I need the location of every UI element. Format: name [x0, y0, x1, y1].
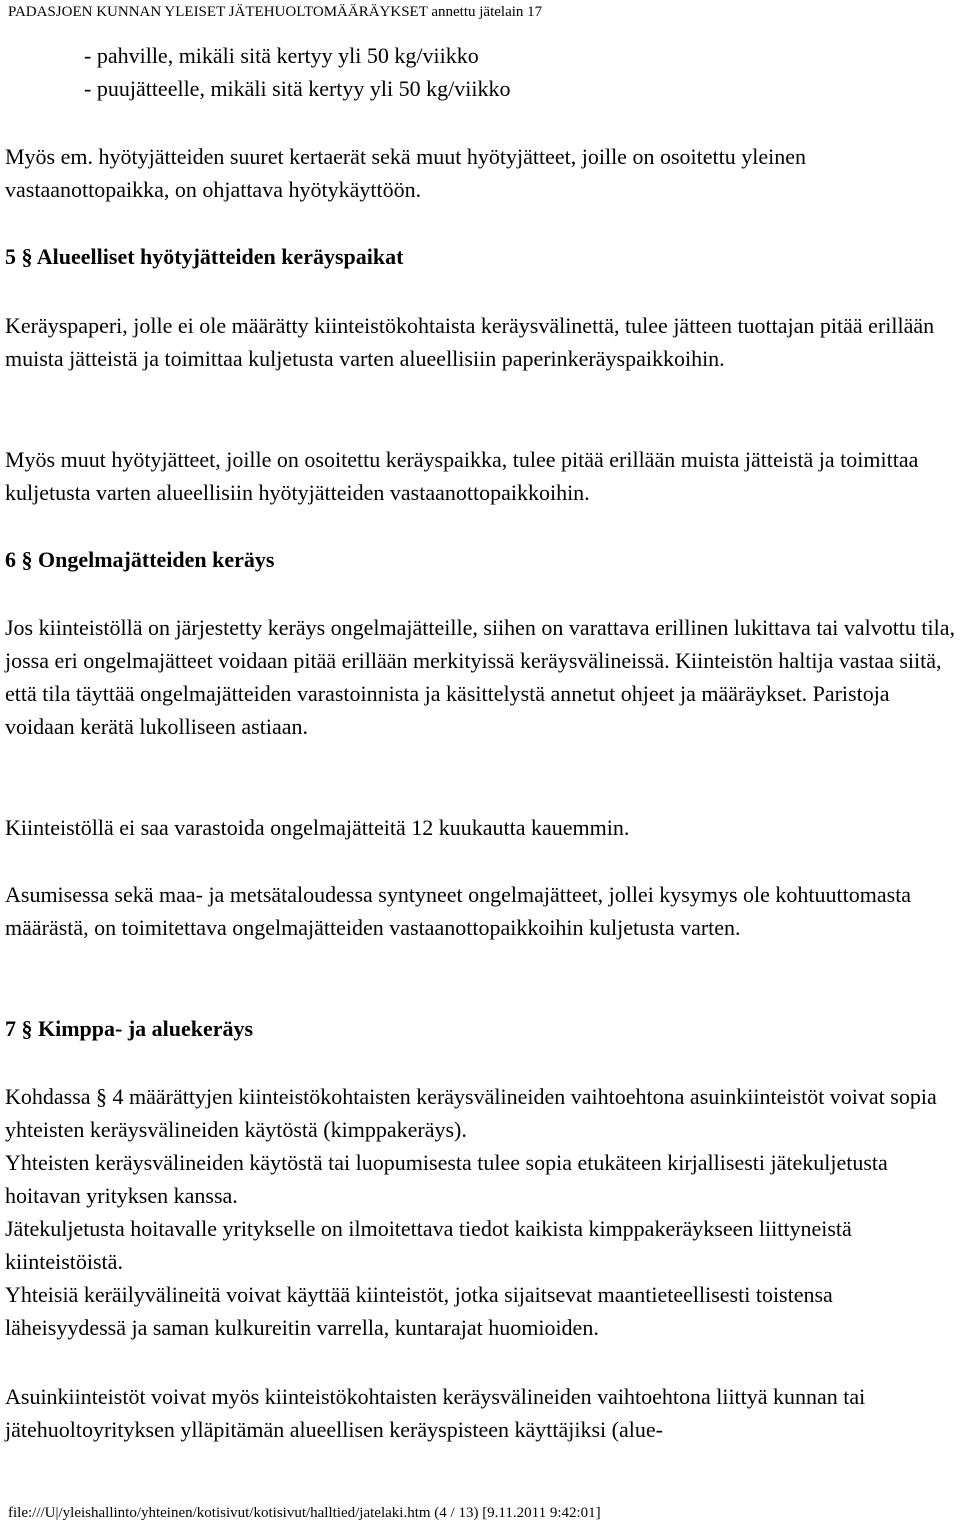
intro-paragraph-block: [5, 140, 957, 206]
section-7-last-paragraph: [5, 1380, 957, 1446]
paragraph: Keräyspaperi, jolle ei ole määrätty kiinteistökohtaista keräysvälinettä, tulee jätteen tuottajan pitää erillään muista jätteistä ja toimittaa kuljetusta varten alueellisiin paperinkeräyspaikkoihin.: [5, 313, 935, 371]
section-7-lines: [5, 1080, 957, 1344]
section-heading: 6 § Ongelmajätteiden keräys: [5, 547, 275, 572]
section-5-paragraph-1: [5, 309, 957, 375]
paragraph: Kiinteistöllä ei saa varastoida ongelmajätteitä 12 kuukautta kauemmin.: [5, 815, 630, 840]
paragraph: Asumisessa sekä maa- ja metsätaloudessa syntyneet ongelmajätteet, jollei kysymys ole kohtuuttomasta määrästä, on toimitettava ongelmajätteiden vastaanottopaikkoihin kuljetusta varten.: [5, 882, 912, 940]
list-item: - puujätteelle, mikäli sitä kertyy yli 50 kg/viikko: [84, 76, 511, 101]
section-6-paragraph-3: [5, 878, 957, 944]
paragraph-line: Jätekuljetusta hoitavalle yritykselle on ilmoitettava tiedot kaikista kimppakeräykseen liittyneistä kiinteistöistä.: [5, 1216, 852, 1274]
paragraph-line: Yhteisten keräysvälineiden käytöstä tai luopumisesta tulee sopia etukäteen kirjallisesti jätekuljetusta hoitavan yrityksen kanssa.: [5, 1150, 888, 1208]
intro-paragraph: Myös em. hyötyjätteiden suuret kertaerät sekä muut hyötyjätteet, joille on osoitettu yleinen vastaanottopaikka, on ohjattava hyötykäyttöön.: [5, 144, 806, 202]
paragraph-line: Yhteisiä keräilyvälineitä voivat käyttää kiinteistöt, jotka sijaitsevat maantieteellisesti toistensa läheisyydessä ja saman kulkureitin varrella, kuntarajat huomioiden.: [5, 1282, 833, 1340]
paragraph-line: Kohdassa § 4 määrättyjen kiinteistökohtaisten keräysvälineiden vaihtoehtona asuinkiinteistöt voivat sopia yhteisten keräysvälineiden käytöstä (kimppakeräys).: [5, 1084, 937, 1142]
section-6-paragraph-1: [5, 611, 957, 743]
section-6: [5, 543, 957, 576]
page-header: PADASJOEN KUNNAN YLEISET JÄTEHUOLTOMÄÄRÄYKSET annettu jätelain 17: [8, 4, 543, 20]
page-footer-url: file:///U|/yleishallinto/yhteinen/kotisivut/kotisivut/halltied/jatelaki.htm (4 / 13) [9.11.2011 9:42:01]: [8, 1505, 601, 1521]
bullet-list: [84, 39, 954, 105]
section-heading: 5 § Alueelliset hyötyjätteiden keräyspaikat: [5, 244, 404, 269]
section-5-paragraph-2: [5, 443, 957, 509]
paragraph: Asuinkiinteistöt voivat myös kiinteistökohtaisten keräysvälineiden vaihtoehtona liittyä kunnan tai jätehuoltoyrityksen ylläpitämän alueellisen keräyspisteen käyttäjiksi (alue-: [5, 1384, 866, 1442]
section-heading: 7 § Kimppa- ja aluekeräys: [5, 1016, 254, 1041]
list-item: - pahville, mikäli sitä kertyy yli 50 kg/viikko: [84, 43, 479, 68]
paragraph: Jos kiinteistöllä on järjestetty keräys ongelmajätteille, siihen on varattava erillinen lukittava tai valvottu tila, jossa eri ongelmajätteet voidaan pitää erillään merkityissä keräysvälineissä. Kiinteistön haltija vastaa siitä, että tila täyttää ongelmajätteiden varastoinnista ja käsittelystä annetut ohjeet ja määräykset. Paristoja voidaan kerätä lukolliseen astiaan.: [5, 615, 956, 739]
section-6-paragraph-2: [5, 811, 957, 844]
section-5: [5, 240, 957, 273]
section-7: [5, 1012, 957, 1045]
paragraph: Myös muut hyötyjätteet, joille on osoitettu keräyspaikka, tulee pitää erillään muista jätteistä ja toimittaa kuljetusta varten alueellisiin hyötyjätteiden vastaanottopaikkoihin.: [5, 447, 919, 505]
